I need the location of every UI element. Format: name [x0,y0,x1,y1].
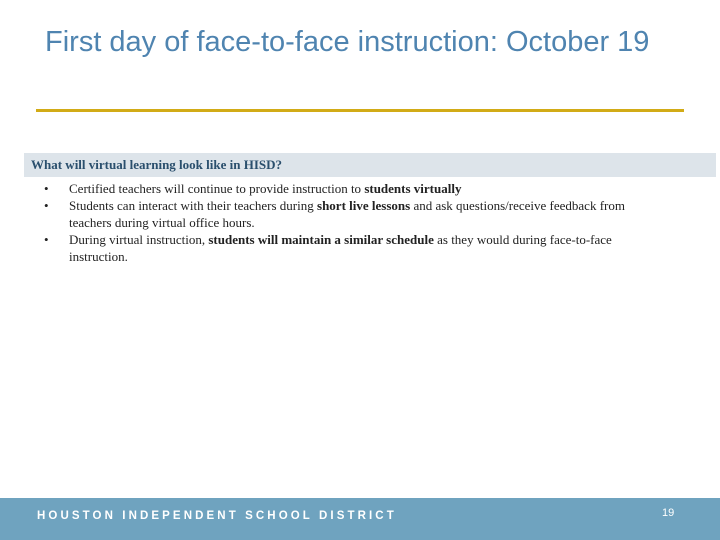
bullet-text: During virtual instruction, [69,232,209,247]
bullet-marker: • [44,198,49,213]
footer-bar [0,498,720,540]
section-header [24,153,716,177]
bullet-text: as they would during face-to-face instruction. [69,232,612,264]
bullet-text: Certified teachers will continue to provide instruction to [69,181,365,196]
bullet-item [44,180,644,197]
bullet-text: Students can interact with their teachers during [69,198,318,213]
bullet-text-bold: short live lessons [317,198,411,213]
title-divider [36,109,684,112]
bullet-list [44,180,644,265]
slide-title: First day of face-to-face instruction: October 19 [45,26,650,58]
bullet-text-bold: students will maintain a similar schedule [208,232,434,247]
footer-organization: HOUSTON INDEPENDENT SCHOOL DISTRICT [37,510,397,522]
bullet-marker: • [44,181,49,196]
section-header-text: What will virtual learning look like in HISD? [31,157,283,172]
bullet-item [44,197,644,231]
page-number: 19 [662,507,675,519]
bullet-item [44,231,644,265]
bullet-text-bold: students virtually [364,181,462,196]
bullet-marker: • [44,232,49,247]
bullet-text: and ask questions/receive feedback from teachers during virtual office hours. [69,198,625,230]
